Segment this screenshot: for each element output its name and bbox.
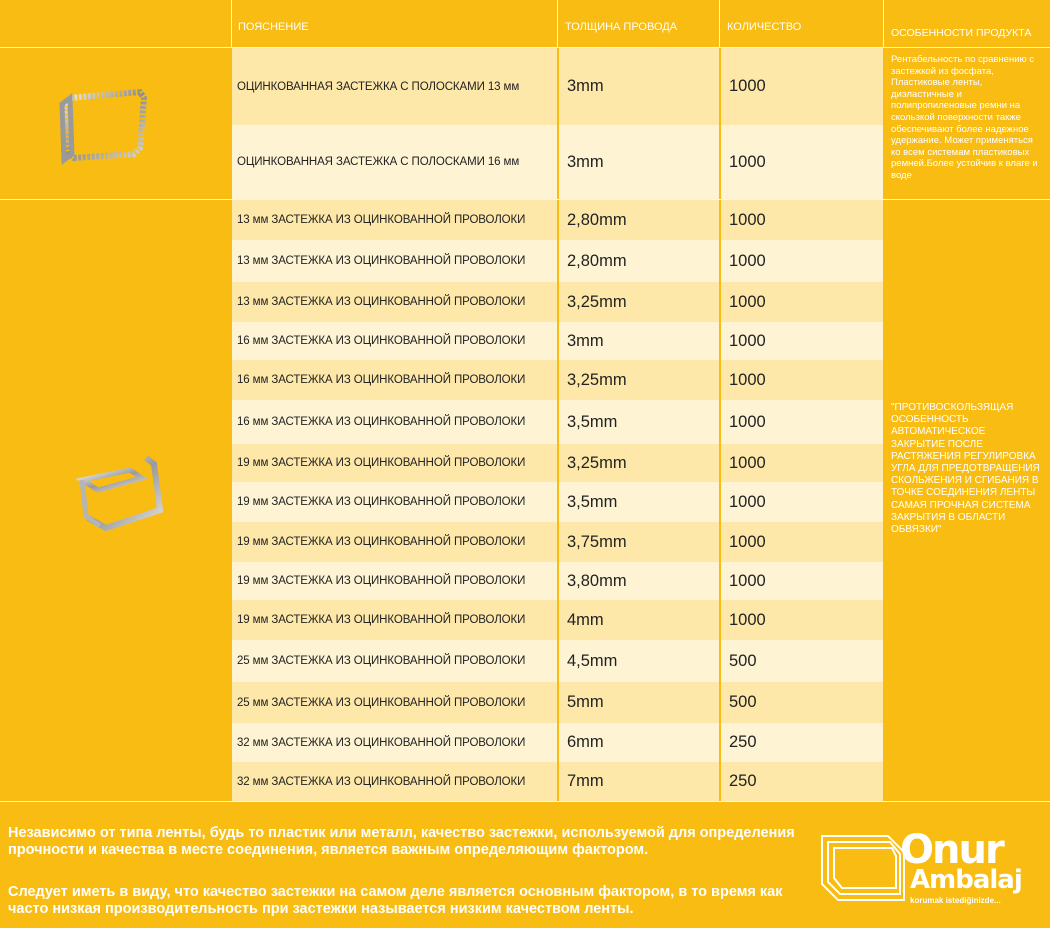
row-quantity: 1000 xyxy=(721,400,883,444)
row-thickness: 2,80mm xyxy=(559,240,719,282)
logo-line-1: Onur xyxy=(900,827,1003,873)
wire-buckle-icon xyxy=(70,450,180,540)
row-description: 19 мм ЗАСТЕЖКА ИЗ ОЦИНКОВАННОЙ ПРОВОЛОКИ xyxy=(232,600,557,640)
row-description: 19 мм ЗАСТЕЖКА ИЗ ОЦИНКОВАННОЙ ПРОВОЛОКИ xyxy=(232,444,557,482)
logo-line-2: Ambalaj xyxy=(910,865,1022,895)
row-description: 16 мм ЗАСТЕЖКА ИЗ ОЦИНКОВАННОЙ ПРОВОЛОКИ xyxy=(232,400,557,444)
row-description: 19 мм ЗАСТЕЖКА ИЗ ОЦИНКОВАННОЙ ПРОВОЛОКИ xyxy=(232,482,557,522)
group1-features: Рентабельность по сравнению с застежкой из фосфата, Пластиковые ленты, диэластичные и полипропиленовые ремни на скользкой поверхности также обеспечивают более надежное удержание. Может применяться ко всем системам пластиковых ремней.Более устойчив к влаге и воде xyxy=(891,54,1038,181)
row-description: ОЦИНКОВАННАЯ ЗАСТЕЖКА С ПОЛОСКАМИ 16 мм xyxy=(232,125,557,199)
row-description: 16 мм ЗАСТЕЖКА ИЗ ОЦИНКОВАННОЙ ПРОВОЛОКИ xyxy=(232,322,557,360)
row-quantity: 1000 xyxy=(721,322,883,360)
group-divider xyxy=(0,801,1050,802)
row-quantity: 1000 xyxy=(721,562,883,600)
row-thickness: 4,5mm xyxy=(559,640,719,682)
row-quantity: 1000 xyxy=(721,200,883,240)
row-quantity: 1000 xyxy=(721,522,883,562)
row-thickness: 3,5mm xyxy=(559,400,719,444)
header-features: ОСОБЕННОСТИ ПРОДУКТА xyxy=(891,27,1032,39)
header-divider xyxy=(883,0,884,48)
row-description: 19 мм ЗАСТЕЖКА ИЗ ОЦИНКОВАННОЙ ПРОВОЛОКИ xyxy=(232,562,557,600)
onur-ambalaj-logo xyxy=(818,826,1050,926)
row-description: 19 мм ЗАСТЕЖКА ИЗ ОЦИНКОВАННОЙ ПРОВОЛОКИ xyxy=(232,522,557,562)
row-thickness: 3,25mm xyxy=(559,360,719,400)
group2-features: "ПРОТИВОСКОЛЬЗЯЩАЯ ОСОБЕННОСТЬ АВТОМАТИЧЕСКОЕ ЗАКРЫТИЕ ПОСЛЕ РАСТЯЖЕНИЯ РЕГУЛИРОВКА УГЛА ДЛЯ ПРЕДОТВРАЩЕНИЯ СКОЛЬЖЕНИЯ И СГИБАНИЯ В ТОЧКЕ СОЕДИНЕНИЯ ЛЕНТЫ САМАЯ ПРОЧНАЯ СИСТЕМА ЗАКРЫТИЯ В ОБЛАСТИ ОБВЯЗКИ" xyxy=(891,402,1040,536)
row-quantity: 1000 xyxy=(721,360,883,400)
row-quantity: 250 xyxy=(721,723,883,762)
row-thickness: 3mm xyxy=(559,48,719,125)
row-thickness: 7mm xyxy=(559,762,719,801)
row-thickness: 6mm xyxy=(559,723,719,762)
row-thickness: 5mm xyxy=(559,682,719,723)
row-description: ОЦИНКОВАННАЯ ЗАСТЕЖКА С ПОЛОСКАМИ 13 мм xyxy=(232,48,557,125)
row-quantity: 1000 xyxy=(721,482,883,522)
row-thickness: 3,25mm xyxy=(559,282,719,322)
row-quantity: 1000 xyxy=(721,240,883,282)
row-quantity: 500 xyxy=(721,640,883,682)
footer-paragraph-1: Независимо от типа ленты, будь то пластик или металл, качество застежки, используемой для определения прочности и качества в месте соединения, является важным определяющим фактором. xyxy=(8,825,795,858)
row-thickness: 2,80mm xyxy=(559,200,719,240)
footer-paragraph-2: Следует иметь в виду, что качество застежки на самом деле является основным фактором, в то время как часто низкая производительность при застежки называется низким качеством ленты. xyxy=(8,884,783,917)
striped-buckle-image xyxy=(40,78,160,170)
header-quantity: КОЛИЧЕСТВО xyxy=(727,21,802,33)
row-thickness: 3,25mm xyxy=(559,444,719,482)
row-description: 25 мм ЗАСТЕЖКА ИЗ ОЦИНКОВАННОЙ ПРОВОЛОКИ xyxy=(232,682,557,723)
row-description: 32 мм ЗАСТЕЖКА ИЗ ОЦИНКОВАННОЙ ПРОВОЛОКИ xyxy=(232,762,557,801)
row-quantity: 1000 xyxy=(721,48,883,125)
row-quantity: 1000 xyxy=(721,125,883,199)
header-divider xyxy=(557,0,558,48)
row-quantity: 250 xyxy=(721,762,883,801)
row-thickness: 4mm xyxy=(559,600,719,640)
row-description: 25 мм ЗАСТЕЖКА ИЗ ОЦИНКОВАННОЙ ПРОВОЛОКИ xyxy=(232,640,557,682)
row-thickness: 3mm xyxy=(559,322,719,360)
row-thickness: 3,5mm xyxy=(559,482,719,522)
row-quantity: 500 xyxy=(721,682,883,723)
row-thickness: 3,80mm xyxy=(559,562,719,600)
logo-tagline: korumak istediğinizde... xyxy=(910,896,1001,905)
row-quantity: 1000 xyxy=(721,282,883,322)
header-divider xyxy=(231,0,232,48)
header-description: ПОЯСНЕНИЕ xyxy=(238,21,309,33)
row-quantity: 1000 xyxy=(721,444,883,482)
striped-buckle-icon xyxy=(40,78,160,170)
row-description: 16 мм ЗАСТЕЖКА ИЗ ОЦИНКОВАННОЙ ПРОВОЛОКИ xyxy=(232,360,557,400)
wire-buckle-image xyxy=(70,450,180,540)
row-quantity: 1000 xyxy=(721,600,883,640)
row-description: 32 мм ЗАСТЕЖКА ИЗ ОЦИНКОВАННОЙ ПРОВОЛОКИ xyxy=(232,723,557,762)
row-description: 13 мм ЗАСТЕЖКА ИЗ ОЦИНКОВАННОЙ ПРОВОЛОКИ xyxy=(232,240,557,282)
header-thickness: ТОЛЩИНА ПРОВОДА xyxy=(565,21,678,33)
row-description: 13 мм ЗАСТЕЖКА ИЗ ОЦИНКОВАННОЙ ПРОВОЛОКИ xyxy=(232,200,557,240)
row-thickness: 3mm xyxy=(559,125,719,199)
row-thickness: 3,75mm xyxy=(559,522,719,562)
header-divider xyxy=(719,0,720,48)
row-description: 13 мм ЗАСТЕЖКА ИЗ ОЦИНКОВАННОЙ ПРОВОЛОКИ xyxy=(232,282,557,322)
